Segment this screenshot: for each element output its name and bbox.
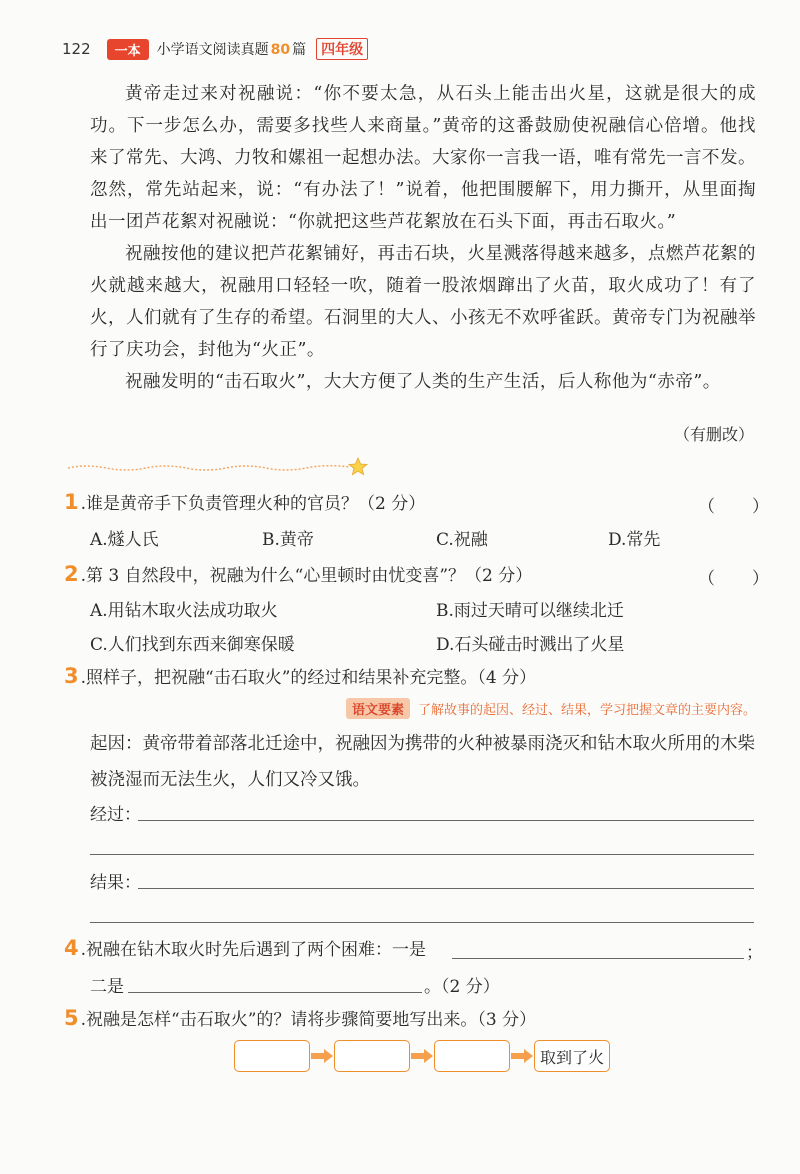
option-d[interactable]: D.石头碰击时溅出了火星 [436,635,625,655]
result-answer-line[interactable] [90,922,754,923]
question-number: 5 [64,1006,79,1030]
book-title-prefix: 小学语文阅读真题 [156,42,269,58]
second-difficulty-suffix: 。（2 分） [424,977,500,997]
story-paragraph: 祝融按他的建议把芦花絮铺好，再击石块，火星溅落得越来越多，点燃芦花絮的火就越来越大，祝融用口轻轻一吹，随着一股浓烟蹿出了火苗，取火成功了！有了火，人们就有了生存的希望。石洞里的大人、小孩无不欢呼雀跃。黄帝专门为祝融举行了庆功会，封他为“火正”。 [90,244,756,360]
semicolon: ； [746,943,763,963]
language-element-hint [346,698,756,719]
difficulty-2-answer-line[interactable] [128,992,422,993]
second-difficulty-prefix: 二是 [90,977,124,997]
option-a[interactable]: A.用钻木取火法成功取火 [90,601,278,621]
book-title [157,39,306,59]
question-text: .祝融是怎样“击石取火”的？请将步骤简要地写出来。（3 分） [80,1010,537,1030]
star-icon [349,458,367,475]
result-label: 结果： [90,873,141,893]
question-1 [64,488,425,518]
question-5 [64,1004,536,1034]
page-header [62,36,368,62]
decorative-divider [66,455,372,477]
option-b[interactable]: B.黄帝 [262,530,314,550]
question-number: 2 [64,562,79,586]
book-title-number: 80 [270,42,291,58]
question-text: .照样子，把祝融“击石取火”的经过和结果补充完整。（4 分） [80,668,537,688]
step-2-box[interactable] [334,1040,410,1072]
page-number: 122 [62,40,91,58]
final-step-box: 取到了火 [534,1040,610,1072]
question-3 [64,662,536,692]
story-text [90,78,756,398]
process-label: 经过： [90,805,141,825]
story-paragraph: 祝融发明的“击石取火”，大大方便了人类的生产生活，后人称他为“赤帝”。 [125,372,721,392]
option-b[interactable]: B.雨过天晴可以继续北迁 [436,601,624,621]
hint-tag: 语文要素 [346,698,410,719]
difficulty-1-answer-line[interactable] [452,958,744,959]
option-c[interactable]: C.人们找到东西来御寒保暖 [90,635,295,655]
question-number: 1 [64,490,79,514]
arrow-right-icon [510,1048,534,1064]
answer-bracket[interactable]: （ ） [698,569,770,589]
brand-badge: 一本 [107,39,149,60]
question-number: 3 [64,664,79,688]
book-title-suffix: 篇 [292,42,307,58]
answer-bracket[interactable]: （ ） [698,497,770,517]
option-a[interactable]: A.燧人氏 [90,530,159,550]
option-c[interactable]: C.祝融 [436,530,488,550]
story-cause: 起因：黄帝带着部落北迁途中，祝融因为携带的火种被暴雨浇灭和钻木取火所用的木柴被浇湿而无法生火，人们又冷又饿。 [90,734,755,790]
hint-text: 了解故事的起因、经过、结果，学习把握文章的主要内容。 [417,703,756,718]
question-text: .第 3 自然段中，祝融为什么“心里顿时由忧变喜”？（2 分） [80,566,533,586]
option-d[interactable]: D.常先 [608,530,661,550]
process-answer-line[interactable] [90,854,754,855]
edit-credit: （有删改） [673,425,754,444]
step-3-box[interactable] [434,1040,510,1072]
question-2 [64,560,532,590]
story-paragraph: 黄帝走过来对祝融说：“你不要太急，从石头上能击出火星，这就是很大的成功。下一步怎么办，需要多找些人来商量。”黄帝的这番鼓励使祝融信心倍增。他找来了常先、大鸿、力牧和嫘祖一起想办法。大家你一言我一语，唯有常先一言不发。忽然，常先站起来，说：“有办法了！”说着，他把围腰解下，用力撕开，从里面掏出一团芦花絮对祝融说：“你就把这些芦花絮放在石头下面，再击石取火。” [90,84,756,232]
arrow-right-icon [310,1048,334,1064]
process-answer-line[interactable] [138,820,754,821]
arrow-right-icon [410,1048,434,1064]
grade-label: 四年级 [316,38,368,60]
result-answer-line[interactable] [138,888,754,889]
question-4 [64,934,426,964]
question-text: .祝融在钻木取火时先后遇到了两个困难：一是 [80,940,427,960]
step-1-box[interactable] [234,1040,310,1072]
question-text: .谁是黄帝手下负责管理火种的官员？（2 分） [80,494,426,514]
question-number: 4 [64,936,79,960]
